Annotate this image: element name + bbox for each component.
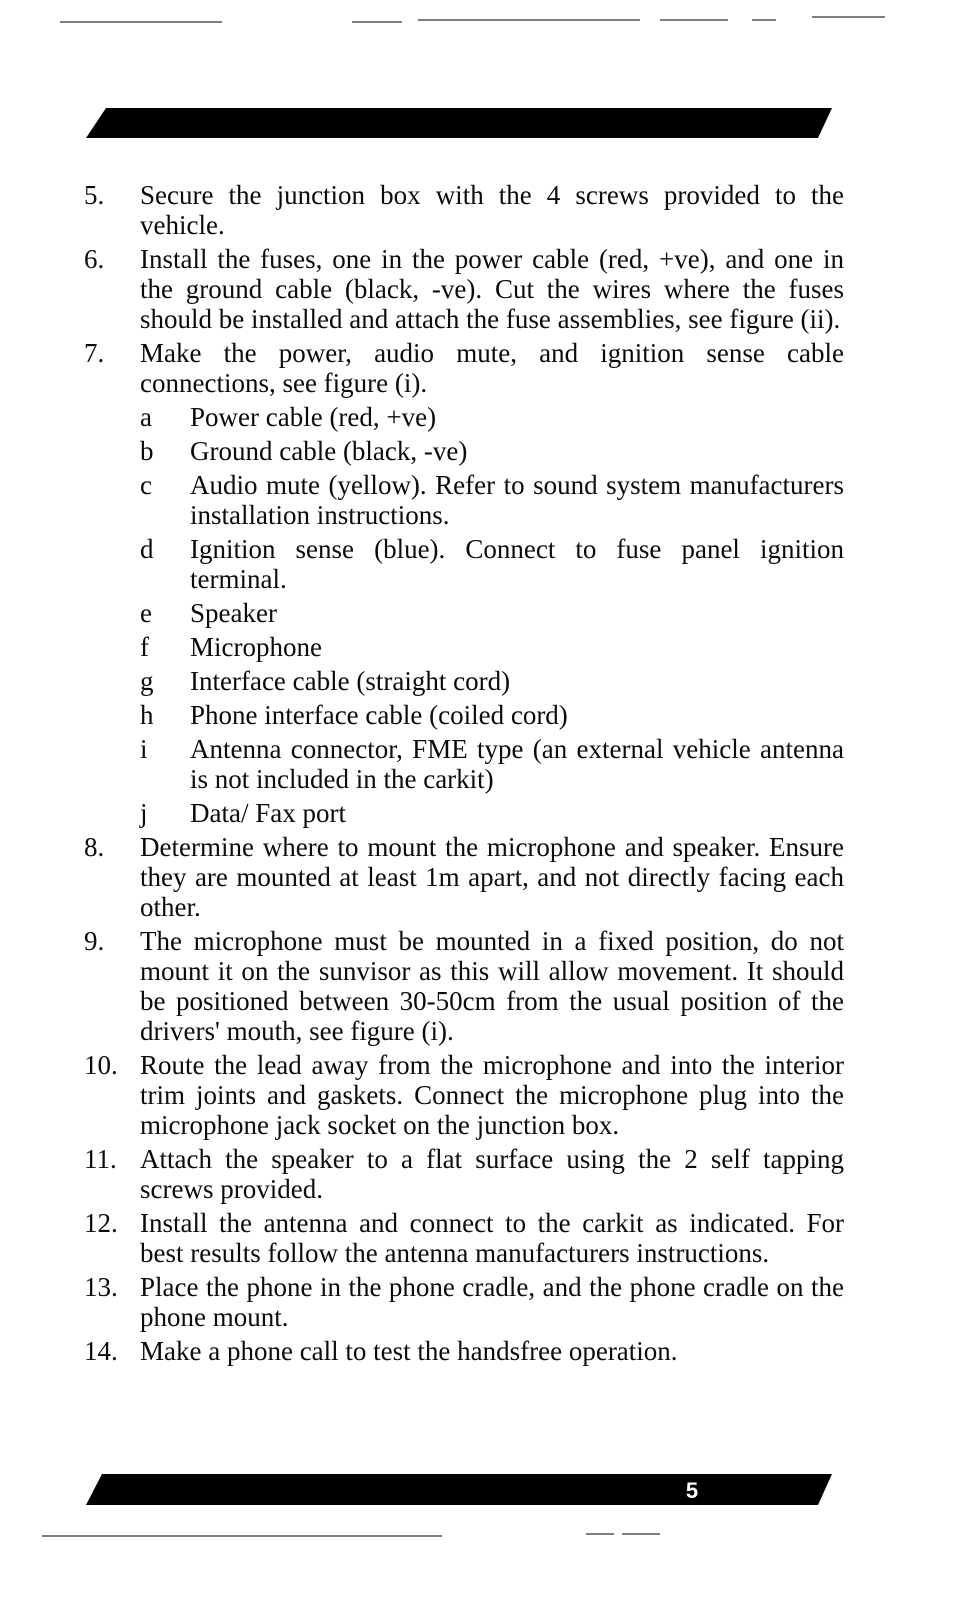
sub-item-text: Antenna connector, FME type (an external vehicle antenna is not included in the carkit)	[190, 734, 844, 794]
step-number: 14.	[84, 1336, 118, 1366]
step-item	[84, 1208, 844, 1268]
step-number: 10.	[84, 1050, 118, 1080]
step-item	[84, 926, 844, 1046]
step-item	[84, 180, 844, 240]
sub-item-letter: g	[140, 666, 154, 696]
sub-item-letter: j	[140, 798, 148, 828]
step-number: 8.	[84, 832, 105, 862]
step-text: Attach the speaker to a flat surface using the 2 self tapping screws provided.	[140, 1144, 844, 1204]
step-text: Install the fuses, one in the power cable (red, +ve), and one in the ground cable (black, -ve). Cut the wires where the fuses should be installed and attach the fuse assemblies, see figure (ii).	[140, 244, 844, 334]
sub-item-text: Ground cable (black, -ve)	[190, 436, 468, 466]
sub-item	[140, 734, 844, 794]
sub-item-text: Microphone	[190, 632, 322, 662]
page-number: 5	[685, 1478, 699, 1503]
sub-item-text: Ignition sense (blue). Connect to fuse panel ignition terminal.	[190, 534, 844, 594]
step-item	[84, 832, 844, 922]
sub-item-letter: a	[140, 402, 152, 432]
sub-item	[140, 436, 844, 466]
sub-item-letter: e	[140, 598, 152, 628]
step-text: The microphone must be mounted in a fixed position, do not mount it on the sunvisor as this will allow movement. It should be positioned between 30-50cm from the usual position of the drivers' mouth, see figure (i).	[140, 926, 844, 1046]
step-text: Route the lead away from the microphone and into the interior trim joints and gaskets. Connect the microphone plug into the microphone jack socket on the junction box.	[140, 1050, 844, 1140]
step-text: Place the phone in the phone cradle, and the phone cradle on the phone mount.	[140, 1272, 844, 1332]
sub-item-letter: f	[140, 632, 149, 662]
sub-item	[140, 700, 844, 730]
step-text: Secure the junction box with the 4 screws provided to the vehicle.	[140, 180, 844, 240]
step-number: 9.	[84, 926, 105, 956]
sub-item-text: Power cable (red, +ve)	[190, 402, 437, 432]
step-text: Determine where to mount the microphone and speaker. Ensure they are mounted at least 1m apart, and not directly facing each other.	[140, 832, 844, 922]
sub-item	[140, 598, 844, 628]
step-item	[84, 1272, 844, 1332]
step-item	[84, 1336, 844, 1366]
sub-item-text: Data/ Fax port	[190, 798, 346, 828]
sub-item-text: Audio mute (yellow). Refer to sound system manufacturers installation instructions.	[190, 470, 844, 530]
step-number: 5.	[84, 180, 105, 210]
sub-item-text: Interface cable (straight cord)	[190, 666, 511, 696]
sub-item-letter: c	[140, 470, 152, 500]
header-bar	[86, 108, 832, 138]
sub-item	[140, 402, 844, 432]
sub-item-text: Phone interface cable (coiled cord)	[190, 700, 568, 730]
step-number: 13.	[84, 1272, 118, 1302]
sub-item-letter: b	[140, 436, 154, 466]
sub-item	[140, 470, 844, 530]
sub-item-letter: i	[140, 734, 148, 764]
step-number: 6.	[84, 244, 105, 274]
connection-sublist	[140, 402, 844, 828]
footer-bar	[86, 1474, 832, 1505]
step-text: Make the power, audio mute, and ignition sense cable connections, see figure (i).	[140, 338, 844, 398]
step-text: Install the antenna and connect to the carkit as indicated. For best results follow the antenna manufacturers instructions.	[140, 1208, 844, 1268]
step-item	[84, 1144, 844, 1204]
step-item	[84, 1050, 844, 1140]
sub-item-letter: d	[140, 534, 154, 564]
sub-item	[140, 534, 844, 594]
step-number: 11.	[84, 1144, 117, 1174]
top-scan-lines	[60, 17, 885, 22]
step-item	[84, 244, 844, 334]
sub-item-text: Speaker	[190, 598, 277, 628]
sub-item	[140, 632, 844, 662]
step-item	[84, 338, 844, 398]
instruction-list	[84, 180, 844, 1370]
sub-item	[140, 798, 844, 828]
sub-item-letter: h	[140, 700, 154, 730]
bottom-scan-lines	[42, 1534, 660, 1536]
step-number: 12.	[84, 1208, 118, 1238]
sub-item	[140, 666, 844, 696]
step-number: 7.	[84, 338, 105, 368]
step-text: Make a phone call to test the handsfree operation.	[140, 1336, 678, 1366]
